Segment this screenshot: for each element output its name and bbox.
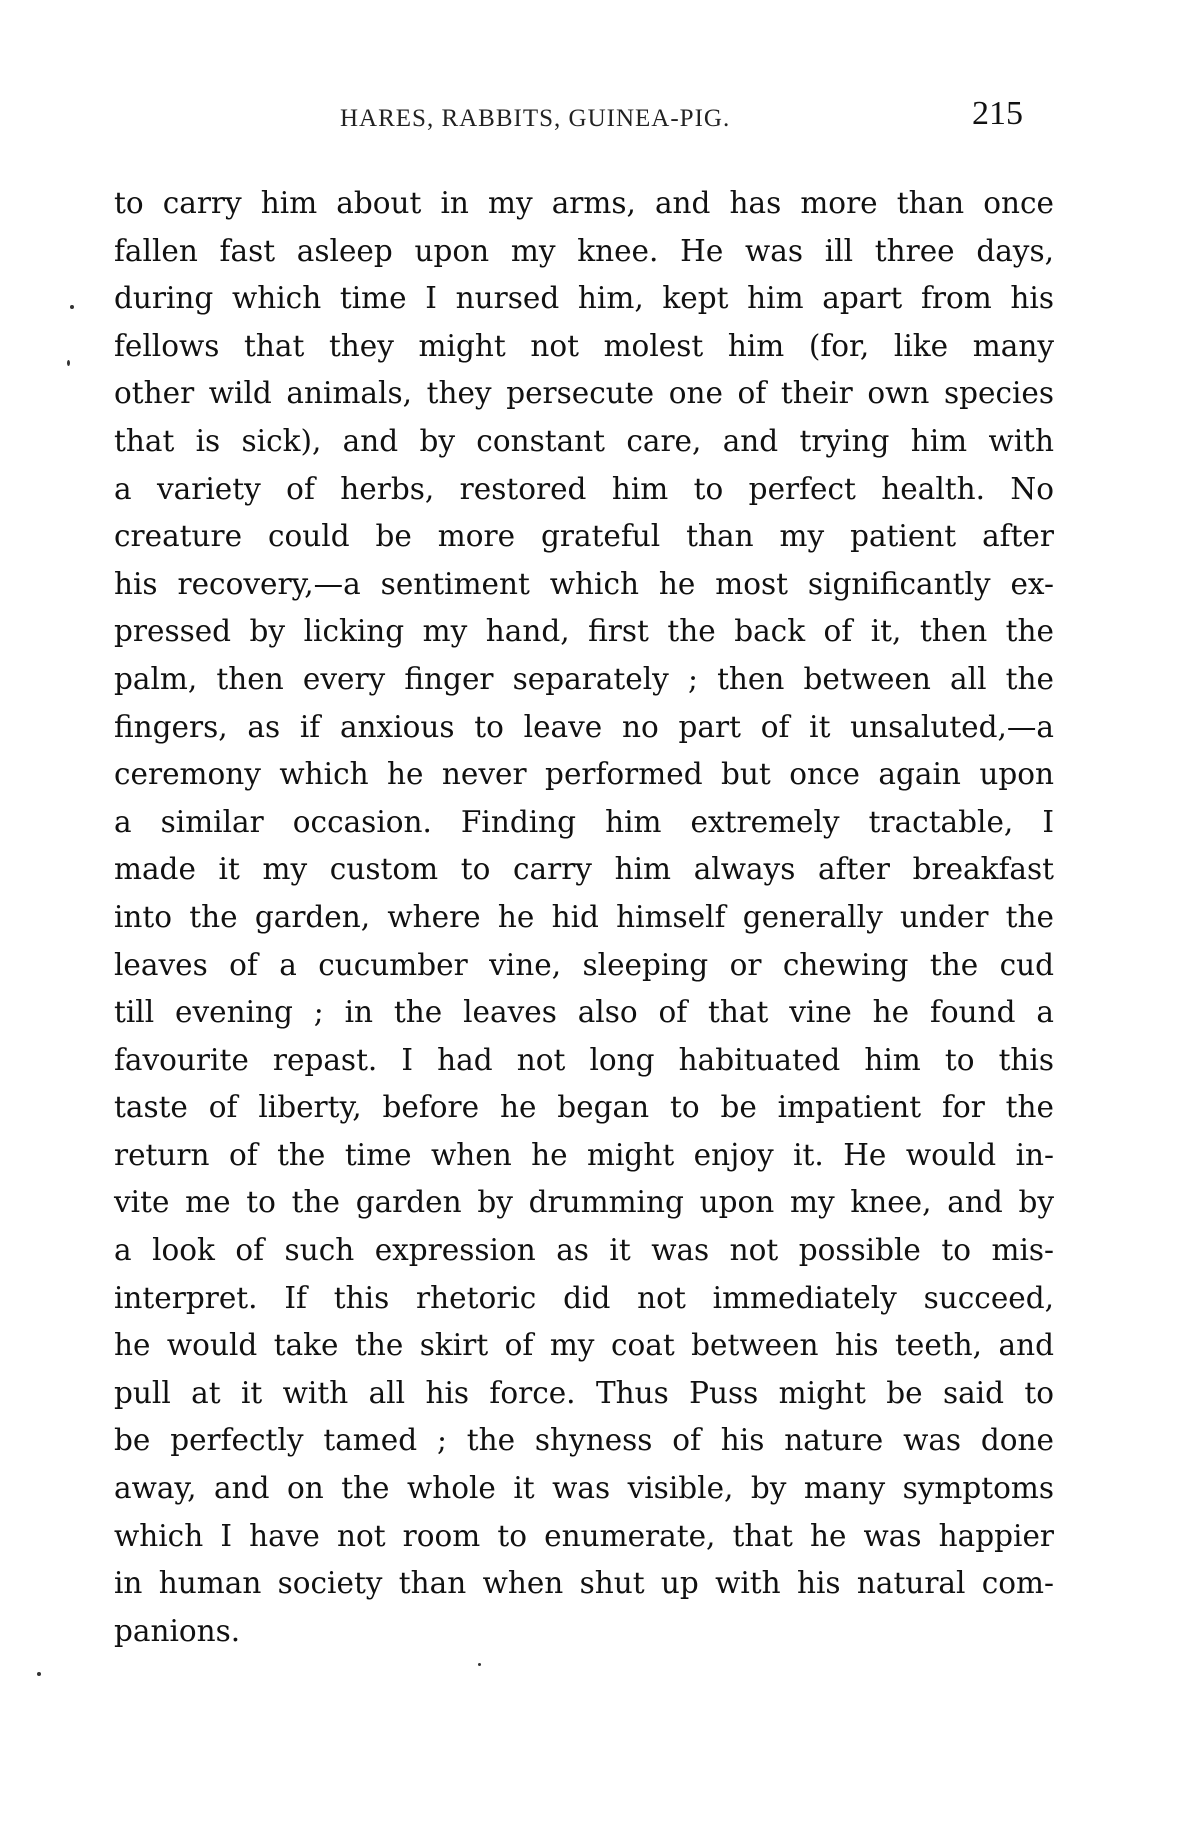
text-line: which I have not room to enumerate, that he was happier: [114, 1518, 1054, 1553]
ink-speck: [37, 1672, 41, 1676]
text-line: that is sick), and by constant care, and trying him with: [114, 423, 1054, 458]
text-line: fellows that they might not molest him (for, like many: [114, 328, 1054, 363]
page-number: 215: [972, 95, 1023, 132]
text-line: palm, then every finger separately ; then between all the: [114, 661, 1054, 696]
running-head: HARES, RABBITS, GUINEA-PIG.: [340, 105, 731, 132]
text-line: a variety of herbs, restored him to perfect health. No: [114, 471, 1054, 506]
text-line: a similar occasion. Finding him extremely tractable, I: [114, 804, 1054, 839]
text-line: favourite repast. I had not long habituated him to this: [114, 1042, 1054, 1077]
text-line: during which time I nursed him, kept him apart from his: [114, 281, 1054, 316]
text-line: made it my custom to carry him always after breakfast: [114, 852, 1054, 887]
text-line: return of the time when he might enjoy it. He would in-: [114, 1137, 1054, 1172]
text-line: vite me to the garden by drumming upon my knee, and by: [114, 1185, 1054, 1220]
text-line: pull at it with all his force. Thus Puss might be said to: [114, 1375, 1054, 1410]
text-line: fingers, as if anxious to leave no part of it unsaluted,—a: [114, 709, 1054, 744]
text-line: leaves of a cucumber vine, sleeping or chewing the cud: [114, 947, 1054, 982]
body-text: [114, 180, 1054, 1655]
text-line: into the garden, where he hid himself generally under the: [114, 899, 1054, 934]
ink-speck: [70, 305, 74, 309]
text-line: till evening ; in the leaves also of that vine he found a: [114, 995, 1054, 1030]
text-line: ceremony which he never performed but once again upon: [114, 757, 1054, 792]
ink-speck: [67, 360, 70, 366]
text-line: pressed by licking my hand, first the back of it, then the: [114, 614, 1054, 649]
text-line: away, and on the whole it was visible, by many symptoms: [114, 1471, 1054, 1506]
text-line: other wild animals, they persecute one of their own species: [114, 376, 1054, 411]
text-line: a look of such expression as it was not possible to mis-: [114, 1233, 1054, 1268]
ink-speck: [478, 1663, 481, 1666]
text-line-last: panions.: [114, 1613, 241, 1648]
text-line: creature could be more grateful than my patient after: [114, 519, 1054, 554]
text-line: taste of liberty, before he began to be impatient for the: [114, 1090, 1054, 1125]
text-line: fallen fast asleep upon my knee. He was ill three days,: [114, 233, 1054, 268]
text-line: in human society than when shut up with his natural com-: [114, 1566, 1054, 1601]
text-line: his recovery,—a sentiment which he most significantly ex-: [114, 566, 1054, 601]
text-line: to carry him about in my arms, and has more than once: [114, 186, 1054, 220]
text-line: he would take the skirt of my coat between his teeth, and: [114, 1328, 1054, 1363]
text-line: interpret. If this rhetoric did not immediately succeed,: [114, 1280, 1054, 1315]
text-line: be perfectly tamed ; the shyness of his nature was done: [114, 1423, 1054, 1458]
